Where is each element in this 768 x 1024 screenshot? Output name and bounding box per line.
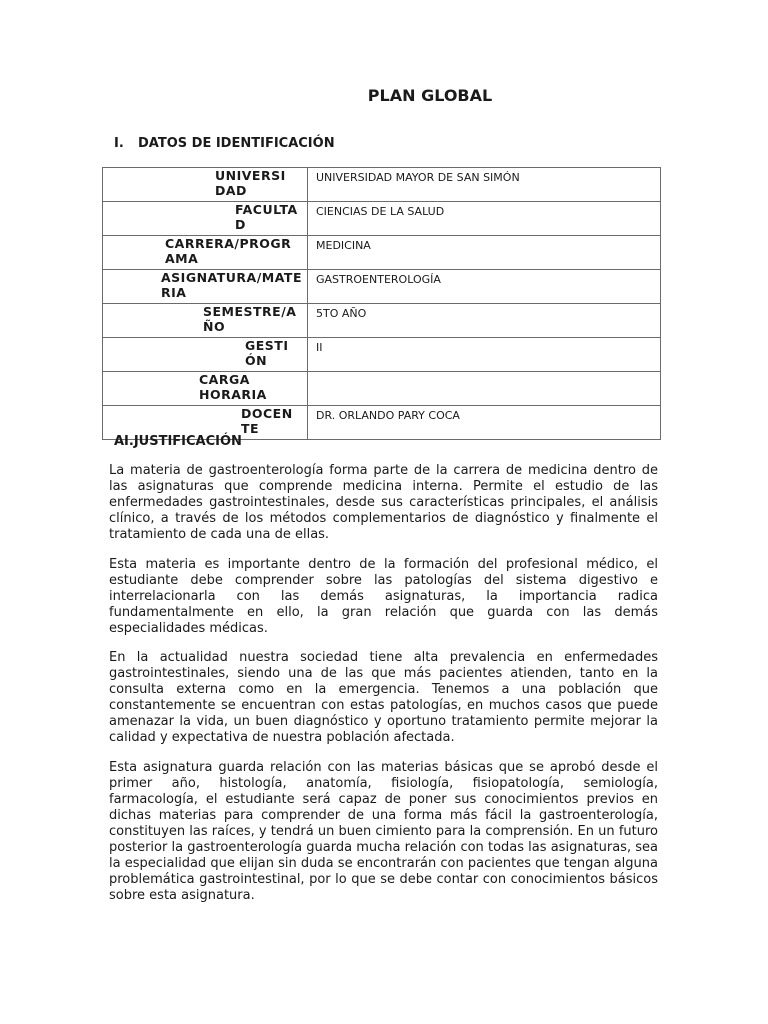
row-value-facultad: CIENCIAS DE LA SALUD (308, 202, 661, 236)
row-value-semestre: 5TO AÑO (308, 304, 661, 338)
paragraph: Esta asignatura guarda relación con las materias básicas que se aprobó desde el primer año, histología, anatomía, fisiología, fisiopatología, semiología, farmacología, el estudiante será capaz de poner sus conocimientos previos en dichas materias para comprender de una forma más fácil la gastroenterología, constituyen las raíces, y tendrá un buen cimiento para la comprensión. En un futuro posterior la gastroenterología guarda mucha relación con todas las asignaturas, sea la especialidad que elijan sin duda se encontrarán con pacientes que tengan alguna problemática gastrointestinal, por lo que se debe contar con conocimientos básicos sobre esta asignatura. (109, 760, 658, 903)
paragraph: En la actualidad nuestra sociedad tiene alta prevalencia en enfermedades gastrointestinales, siendo una de las que más pacientes atienden, tanto en la consulta externa como en la emergencia. Tenemos a una población que constantemente se encuentran con estas patologías, en muchos casos que puede amenazar la vida, un buen diagnóstico y oportuno tratamiento permite mejorar la calidad y expectativa de nuestra población afectada. (109, 650, 658, 745)
row-label-facultad: FACULTAD (103, 202, 308, 236)
section-heading-justificacion: AI.JUSTIFICACIÓN (114, 434, 242, 449)
page-title: PLAN GLOBAL (367, 86, 493, 105)
table-row (103, 372, 661, 406)
row-label-asignatura: ASIGNATURA/MATERIA (103, 270, 308, 304)
table-row (103, 338, 661, 372)
identification-table (102, 167, 661, 440)
row-value-carga-horaria (308, 372, 661, 406)
table-row (103, 168, 661, 202)
row-label-universidad: UNIVERSIDAD (103, 168, 308, 202)
section-number: I. (114, 136, 124, 151)
row-label-carrera: CARRERA/PROGRAMA (103, 236, 308, 270)
paragraph: Esta materia es importante dentro de la formación del profesional médico, el estudiante debe comprender sobre las patologías del sistema digestivo e interrelacionarla con las demás asignaturas, la importancia radica fundamentalmente en ello, la gran relación que guarda con las demás especialidades médicas. (109, 557, 658, 636)
section-title: DATOS DE IDENTIFICACIÓN (138, 136, 335, 151)
table-row (103, 304, 661, 338)
paragraph: La materia de gastroenterología forma parte de la carrera de medicina dentro de las asignaturas que comprende medicina interna. Permite el estudio de las enfermedades gastrointestinales, desde sus características principales, el análisis clínico, a través de los métodos complementarios de diagnóstico y finalmente el tratamiento de cada una de ellas. (109, 463, 658, 542)
row-value-docente: DR. ORLANDO PARY COCA (308, 406, 661, 440)
row-label-carga-horaria: CARGA HORARIA (103, 372, 308, 406)
row-label-gestion: GESTIÓN (103, 338, 308, 372)
row-value-carrera: MEDICINA (308, 236, 661, 270)
row-value-asignatura: GASTROENTEROLOGÍA (308, 270, 661, 304)
row-value-gestion: II (308, 338, 661, 372)
table-row (103, 270, 661, 304)
table-row (103, 236, 661, 270)
row-label-semestre: SEMESTRE/AÑO (103, 304, 308, 338)
row-value-universidad: UNIVERSIDAD MAYOR DE SAN SIMÓN (308, 168, 661, 202)
section-heading-identificacion (114, 136, 335, 151)
table-row (103, 202, 661, 236)
row-label-docente: DOCENTE (103, 406, 308, 440)
